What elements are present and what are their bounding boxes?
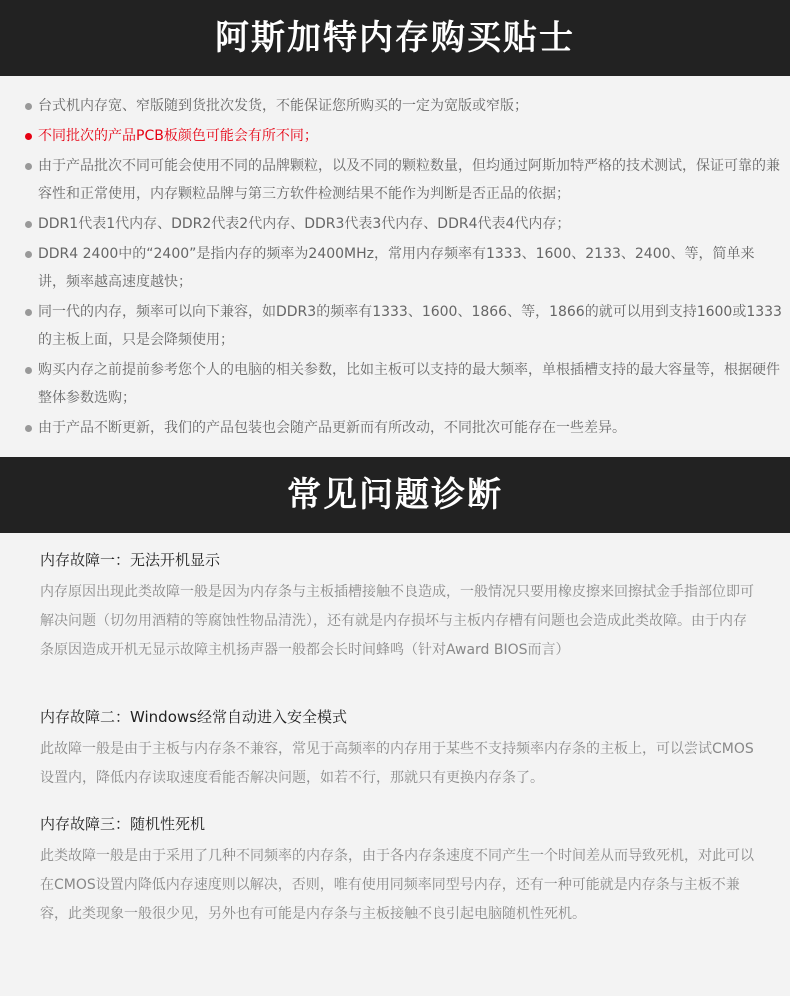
bullet-icon (25, 309, 32, 316)
tip-item-1 (22, 92, 782, 120)
tip-item-4 (22, 210, 782, 238)
bullet-icon (25, 367, 32, 374)
tip-item-8 (22, 414, 782, 442)
tip-item-6 (22, 298, 782, 354)
tips-banner (0, 0, 790, 76)
tip-text: 购买内存之前提前参考您个人的电脑的相关参数，比如主板可以支持的最大频率，单根插槽支持的最大容量等，根据硬件整体参数选购； (38, 362, 780, 406)
tips-list (22, 92, 782, 444)
tips-title: 阿斯加特内存购买贴士 (215, 18, 575, 58)
bullet-icon (25, 163, 32, 170)
bullet-icon (25, 221, 32, 228)
tip-text: 由于产品批次不同可能会使用不同的品牌颗粒，以及不同的颗粒数量，但均通过阿斯加特严格的技术测试，保证可靠的兼容性和正常使用，内存颗粒品牌与第三方软件检测结果不能作为判断是否正品的依据； (38, 158, 780, 202)
faq-banner (0, 457, 790, 533)
fault-item-2 (40, 705, 760, 793)
tip-text: 台式机内存宽、窄版随到货批次发货，不能保证您所购买的一定为宽版或窄版； (38, 98, 528, 114)
fault-body: 内存原因出现此类故障一般是因为内存条与主板插槽接触不良造成，一般情况只要用橡皮擦来回擦拭金手指部位即可解决问题（切勿用酒精的等腐蚀性物品清洗），还有就是内存损坏与主板内存槽有问题也会造成此类故障。由于内存条原因造成开机无显示故障主机扬声器一般都会长时间蜂鸣（针对Award BIOS而言） (40, 584, 754, 658)
bullet-icon (25, 133, 32, 140)
fault-item-1 (40, 548, 760, 665)
fault-title: 内存故障三：随机性死机 (40, 815, 206, 833)
tip-item-7 (22, 356, 782, 412)
fault-title: 内存故障一：无法开机显示 (40, 551, 221, 569)
tip-text: 同一代的内存，频率可以向下兼容，如DDR3的频率有1333、1600、1866、等，1866的就可以用到支持1600或1333的主板上面，只是会降频使用； (38, 304, 782, 348)
fault-body: 此类故障一般是由于采用了几种不同频率的内存条，由于各内存条速度不同产生一个时间差从而导致死机，对此可以在CMOS设置内降低内存速度则以解决，否则，唯有使用同频率同型号内存，还有一种可能就是内存条与主板不兼容，此类现象一般很少见，另外也有可能是内存条与主板接触不良引起电脑随机性死机。 (40, 848, 754, 922)
bullet-icon (25, 103, 32, 110)
tip-text: 由于产品不断更新，我们的产品包装也会随产品更新而有所改动，不同批次可能存在一些差异。 (38, 420, 626, 436)
fault-title: 内存故障二：Windows经常自动进入安全模式 (40, 708, 347, 726)
tip-item-2 (22, 122, 782, 150)
tip-item-3 (22, 152, 782, 208)
bullet-icon (25, 425, 32, 432)
faq-title: 常见问题诊断 (287, 475, 503, 515)
tip-item-5 (22, 240, 782, 296)
tip-text: DDR4 2400中的“2400”是指内存的频率为2400MHz，常用内存频率有1333、1600、2133、2400、等，简单来讲，频率越高速度越快； (38, 246, 755, 290)
fault-body: 此故障一般是由于主板与内存条不兼容，常见于高频率的内存用于某些不支持频率内存条的主板上，可以尝试CMOS设置内，降低内存读取速度看能否解决问题，如若不行，那就只有更换内存条了。 (40, 741, 754, 786)
fault-item-3 (40, 812, 760, 929)
tip-text: 不同批次的产品PCB板颜色可能会有所不同； (38, 128, 318, 144)
tip-text: DDR1代表1代内存、DDR2代表2代内存、DDR3代表3代内存、DDR4代表4代内存； (38, 216, 571, 232)
bullet-icon (25, 251, 32, 258)
